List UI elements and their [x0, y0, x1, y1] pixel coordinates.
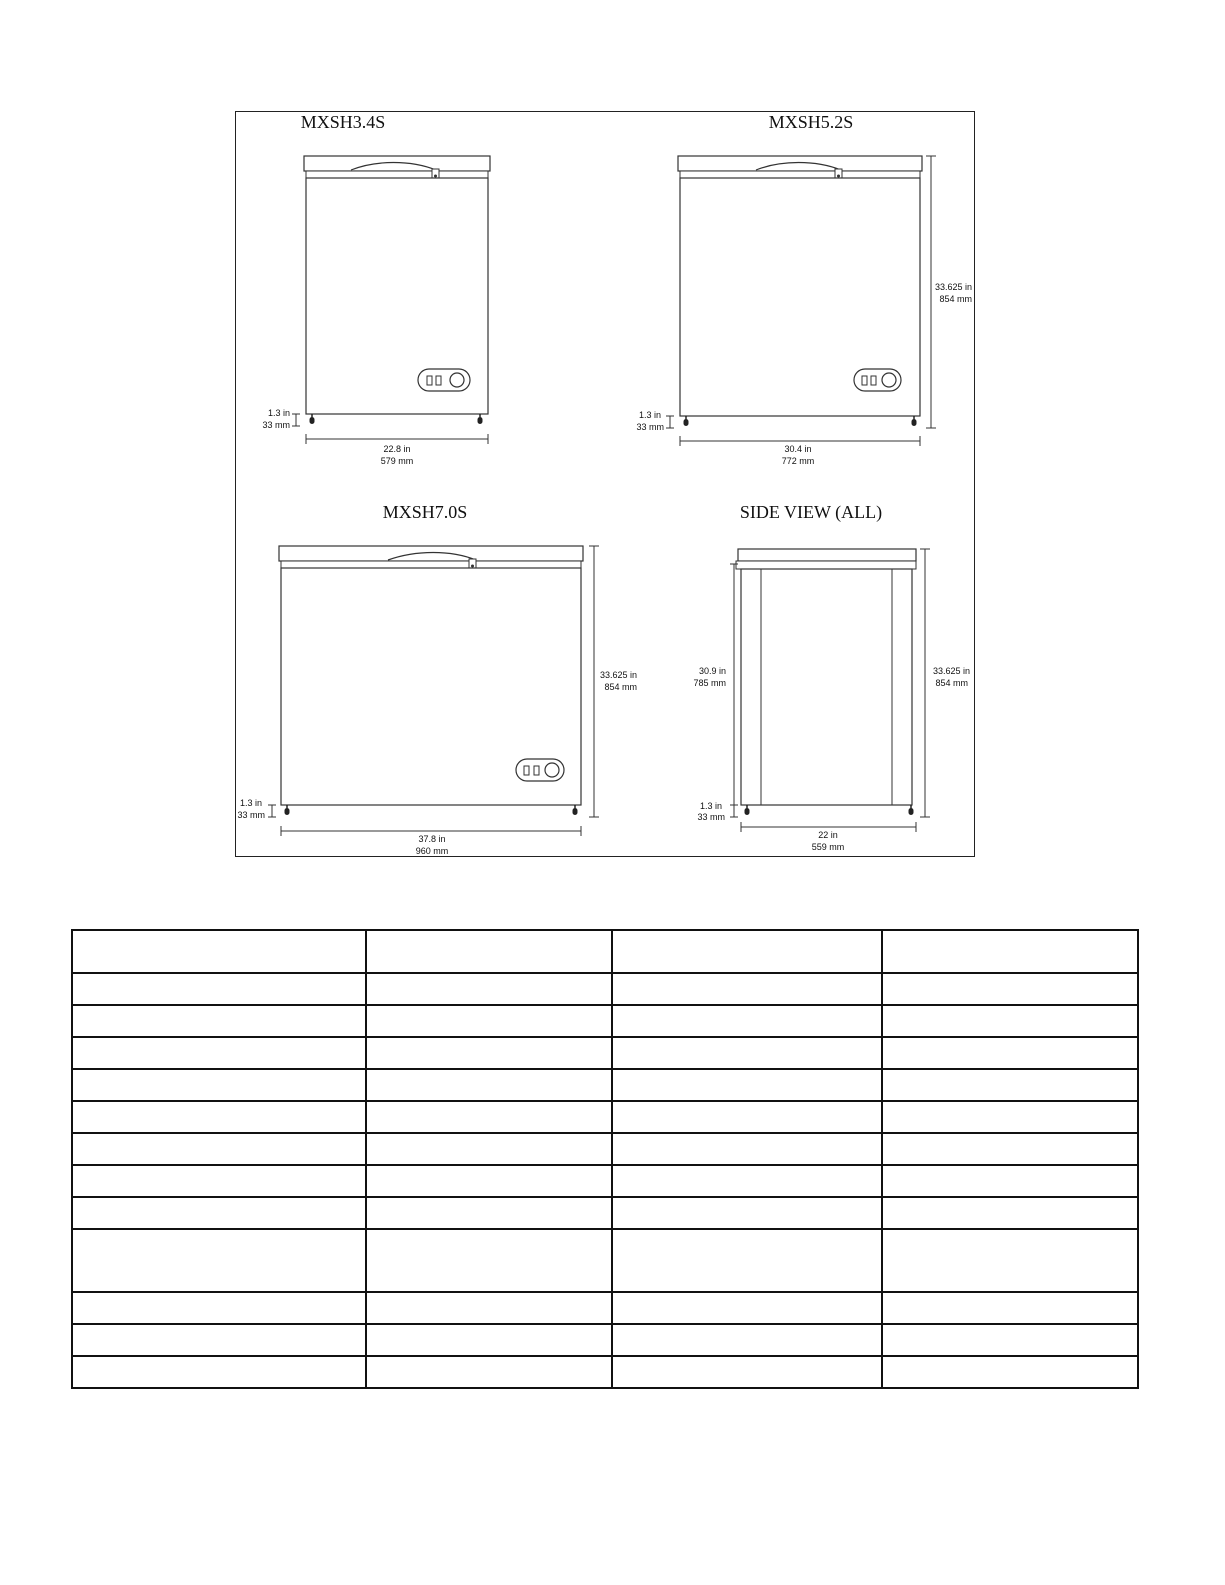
table-row: [72, 1005, 1138, 1037]
spec-table-body: [72, 930, 1138, 1388]
mxsh52-leg-in: 1.3 in: [638, 410, 661, 420]
table-cell: [366, 1037, 612, 1069]
lid: [738, 549, 916, 561]
table-cell: [612, 1069, 882, 1101]
table-row: [72, 1037, 1138, 1069]
table-cell: [882, 1101, 1138, 1133]
table-cell: [72, 1133, 366, 1165]
side-leg-mm: 33 mm: [697, 812, 725, 822]
table-cell: [612, 1197, 882, 1229]
mxsh70-leg-mm: 33 mm: [237, 810, 265, 820]
hinge-band: [281, 561, 581, 568]
table-cell: [366, 1069, 612, 1101]
table-cell: [72, 1292, 366, 1324]
mxsh70-height-in: 33.625 in: [599, 670, 637, 680]
control-panel: [516, 759, 564, 781]
mxsh52-width-mm: 772 mm: [781, 456, 815, 466]
table-cell: [882, 1197, 1138, 1229]
mxsh34-leg-in: 1.3 in: [267, 408, 290, 418]
mxsh70-width-mm: 960 mm: [415, 846, 449, 856]
lid: [304, 156, 490, 171]
table-row: [72, 1356, 1138, 1388]
table-row: [72, 1069, 1138, 1101]
mxsh34-width-in: 22.8 in: [383, 444, 411, 454]
table-row: [72, 1101, 1138, 1133]
table-cell: [72, 1229, 366, 1292]
hinge-band: [736, 561, 916, 569]
side-view: [693, 502, 970, 852]
table-cell: [366, 1005, 612, 1037]
table-cell: [612, 930, 882, 973]
mxsh52-view: [636, 112, 972, 466]
table-row: [72, 1229, 1138, 1292]
table-cell: [366, 1197, 612, 1229]
table-cell: [72, 973, 366, 1005]
table-cell: [72, 1101, 366, 1133]
table-cell: [882, 930, 1138, 973]
side-height-in: 33.625 in: [932, 666, 970, 676]
table-row: [72, 973, 1138, 1005]
lid: [279, 546, 583, 561]
table-cell: [882, 1229, 1138, 1292]
side-depth-in: 22 in: [818, 830, 838, 840]
table-cell: [366, 1356, 612, 1388]
table-cell: [366, 1292, 612, 1324]
side-view-title: SIDE VIEW (ALL): [739, 502, 883, 522]
table-row: [72, 1292, 1138, 1324]
table-cell: [882, 1356, 1138, 1388]
mxsh52-leg-mm: 33 mm: [636, 422, 664, 432]
table-cell: [612, 1229, 882, 1292]
table-cell: [72, 930, 366, 973]
table-cell: [366, 1133, 612, 1165]
mxsh34-width-mm: 579 mm: [380, 456, 414, 466]
table-cell: [882, 1292, 1138, 1324]
control-panel: [854, 369, 901, 391]
table-cell: [72, 1324, 366, 1356]
side-cab-in: 30.9 in: [698, 666, 726, 676]
mxsh70-view: [237, 502, 637, 856]
table-cell: [72, 1069, 366, 1101]
side-cab-mm: 785 mm: [693, 678, 726, 688]
table-cell: [882, 1069, 1138, 1101]
table-cell: [72, 1197, 366, 1229]
table-cell: [366, 1165, 612, 1197]
table-cell: [882, 973, 1138, 1005]
table-cell: [366, 1324, 612, 1356]
mxsh34-title: MXSH3.4S: [300, 112, 386, 132]
mxsh70-leg-in: 1.3 in: [239, 798, 262, 808]
drawing-frame: [235, 111, 975, 857]
hinge-band: [680, 171, 920, 178]
table-cell: [612, 1324, 882, 1356]
table-row: [72, 1324, 1138, 1356]
dimension-drawing: [236, 112, 976, 858]
table-cell: [72, 1005, 366, 1037]
table-cell: [882, 1165, 1138, 1197]
mxsh70-height-mm: 854 mm: [604, 682, 637, 692]
spec-table: [71, 929, 1139, 1389]
table-cell: [882, 1133, 1138, 1165]
table-row: [72, 930, 1138, 973]
table-row: [72, 1133, 1138, 1165]
mxsh52-width-in: 30.4 in: [784, 444, 812, 454]
table-cell: [612, 1037, 882, 1069]
table-cell: [612, 1356, 882, 1388]
lid: [678, 156, 922, 171]
table-cell: [882, 1324, 1138, 1356]
mxsh52-height-mm: 854 mm: [939, 294, 972, 304]
control-panel: [418, 369, 470, 391]
table-cell: [612, 1133, 882, 1165]
mxsh34-view: [262, 112, 490, 466]
side-leg-in: 1.3 in: [699, 801, 722, 811]
mxsh52-title: MXSH5.2S: [768, 112, 854, 132]
mxsh52-height-in: 33.625 in: [934, 282, 972, 292]
table-cell: [612, 1005, 882, 1037]
table-cell: [612, 1292, 882, 1324]
table-cell: [72, 1165, 366, 1197]
table-row: [72, 1197, 1138, 1229]
mxsh70-width-in: 37.8 in: [418, 834, 446, 844]
table-cell: [882, 1037, 1138, 1069]
table-cell: [612, 1165, 882, 1197]
table-cell: [882, 1005, 1138, 1037]
table-cell: [366, 1101, 612, 1133]
table-cell: [612, 1101, 882, 1133]
hinge-band: [306, 171, 488, 178]
table-cell: [366, 973, 612, 1005]
table-cell: [72, 1037, 366, 1069]
table-cell: [612, 973, 882, 1005]
table-cell: [366, 1229, 612, 1292]
table-cell: [72, 1356, 366, 1388]
side-height-mm: 854 mm: [935, 678, 968, 688]
mxsh70-title: MXSH7.0S: [382, 502, 468, 522]
table-row: [72, 1165, 1138, 1197]
side-depth-mm: 559 mm: [811, 842, 845, 852]
table-cell: [366, 930, 612, 973]
mxsh34-leg-mm: 33 mm: [262, 420, 290, 430]
cabinet-body: [741, 569, 912, 805]
